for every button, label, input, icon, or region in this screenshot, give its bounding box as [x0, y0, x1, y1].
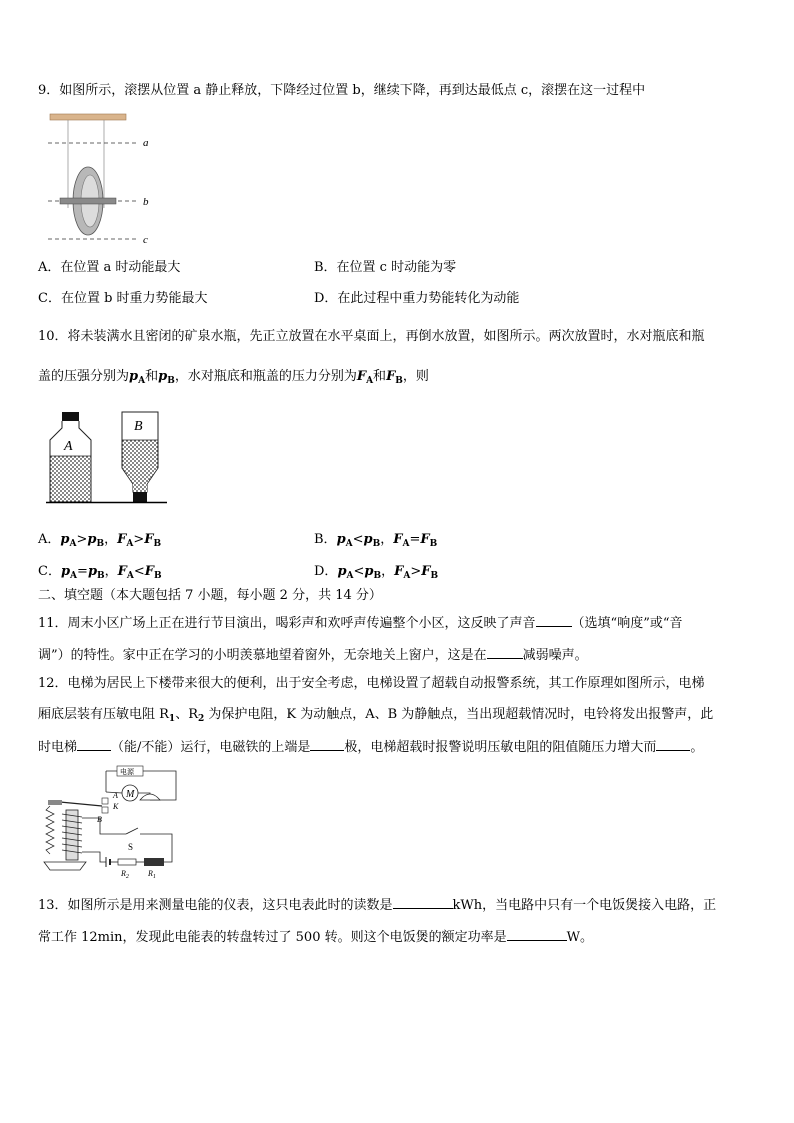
motor-label: M: [126, 789, 135, 800]
sub-b: B: [97, 571, 105, 581]
var-p: p: [364, 564, 374, 579]
r2-letter: R: [121, 869, 126, 878]
armature: [60, 802, 102, 806]
sep: ，: [381, 564, 395, 579]
switch-label: S: [128, 842, 134, 852]
relation: =: [77, 564, 88, 579]
var-f: F: [144, 532, 154, 547]
sep: ，: [104, 532, 118, 547]
bottle-b-water: [123, 440, 158, 492]
bottle-b-label: B: [134, 419, 143, 434]
var-f: F: [421, 564, 431, 579]
q10-text: 盖的压强分别为: [38, 369, 130, 384]
var-f: F: [420, 532, 430, 547]
q13-line2: [38, 928, 593, 946]
q13-text: W。: [566, 930, 593, 945]
sub-b: B: [96, 539, 105, 549]
bottle-a-water: [51, 456, 91, 502]
var-p: p: [87, 532, 97, 547]
sub-a: A: [366, 376, 374, 386]
contact-a-label: A: [113, 791, 118, 800]
q11-line1: [38, 614, 683, 632]
var-p: p: [60, 532, 70, 547]
sub-a: A: [126, 571, 134, 581]
q12-text: 厢底层装有压敏电阻 R: [38, 707, 169, 722]
sub-a: A: [126, 539, 134, 549]
relation: >: [76, 532, 88, 547]
spring: [46, 806, 54, 854]
sub-1: 1: [168, 714, 176, 724]
contact-a: [102, 798, 108, 804]
sub-b: B: [395, 376, 403, 386]
var-f: F: [144, 564, 155, 579]
q12-elevator-alarm-circuit: [40, 764, 180, 882]
q10-text: ，水对瓶底和瓶盖的压力分别为: [174, 369, 357, 384]
var-p: p: [337, 564, 347, 579]
q10-text: ，则: [402, 369, 429, 384]
sub-a: A: [70, 571, 78, 581]
q9-stem: 9．如图所示，滚摆从位置 a 静止释放，下降经过位置 b，继续下降，再到达最低点 c，滚摆在这一过程中: [38, 83, 646, 98]
q9-option-a: A．在位置 a 时动能最大: [38, 260, 181, 275]
var-p: p: [158, 369, 168, 384]
sub-b: B: [154, 571, 162, 581]
q11-text: 11．周末小区广场上正在进行节目演出，喝彩声和欢呼声传遍整个小区，这反映了声音: [38, 616, 536, 631]
var-p: p: [87, 564, 98, 579]
q10-stem-line2: [38, 369, 429, 389]
q10-and: 和: [373, 369, 387, 384]
q9-yoyo-pendulum-figure: [46, 112, 166, 250]
var-p: p: [336, 532, 346, 547]
option-letter: A．: [38, 532, 61, 547]
sub-a: A: [403, 571, 411, 581]
r1-letter: R: [148, 869, 153, 878]
q9-option-d: D．在此过程中重力势能转化为动能: [314, 291, 520, 306]
answer-blank[interactable]: [77, 738, 111, 751]
sub-a: A: [402, 539, 410, 549]
option-letter: D．: [314, 564, 338, 579]
q12-text: （能/不能）运行，电磁铁的上端是: [111, 740, 311, 755]
var-f: F: [117, 532, 127, 547]
section-heading: 二、填空题（本大题包括 7 小题，每小题 2 分，共 14 分）: [38, 588, 382, 603]
answer-blank[interactable]: [536, 614, 572, 627]
relation: >: [410, 564, 422, 579]
q13-text: 常工作 12min，发现此电能表的转盘转过了 500 转。则这个电饭煲的额定功率是: [38, 930, 507, 945]
power-label: 电源: [120, 768, 134, 776]
relation: <: [133, 564, 145, 579]
var-f: F: [117, 564, 127, 579]
armature-block: [48, 800, 62, 805]
sub-a: A: [69, 539, 77, 549]
axle: [60, 198, 116, 204]
var-f: F: [393, 532, 403, 547]
var-p: p: [129, 369, 139, 384]
sub-b: B: [430, 571, 439, 581]
battery-wire: [82, 852, 106, 862]
option-letter: B．: [314, 532, 337, 547]
answer-blank[interactable]: [310, 738, 344, 751]
q10-option-b: [314, 532, 437, 552]
q10-stem-line1: 10．将未装满水且密闭的矿泉水瓶，先正立放置在水平桌面上，再倒水放置，如图所示。两次放置时，水对瓶底和瓶: [38, 329, 705, 344]
q12-text: 为保护电阻，K 为动触点，A、B 为静触点，当出现超载情况时，电铃将发出报警声，此: [204, 707, 714, 722]
q10-option-c: [38, 564, 162, 584]
q9-option-b: B．在位置 c 时动能为零: [314, 260, 457, 275]
bottle-a-cap: [62, 412, 79, 421]
r2-label: [120, 869, 129, 880]
ceiling-bar: [50, 114, 126, 120]
r2-sub: 2: [125, 874, 129, 880]
var-f: F: [394, 564, 404, 579]
contact-b-label: B: [97, 815, 102, 824]
sub-b: B: [153, 539, 162, 549]
sub-2: 2: [197, 714, 205, 724]
sub-a: A: [138, 376, 146, 386]
q11-text: 减弱噪声。: [522, 648, 588, 663]
base: [44, 862, 86, 870]
q11-line2: [38, 646, 588, 664]
relation: <: [352, 532, 364, 547]
answer-blank[interactable]: [487, 646, 523, 659]
option-letter: C．: [38, 564, 61, 579]
bottle-a-label: A: [64, 439, 73, 454]
q9-option-c: C．在位置 b 时重力势能最大: [38, 291, 208, 306]
sep: ，: [104, 564, 118, 579]
q13-text: 13．如图所示是用来测量电能的仪表，这只电表此时的读数是: [38, 898, 393, 913]
sub-a: A: [345, 539, 353, 549]
control-wire-right: [140, 834, 172, 862]
sub-a: A: [346, 571, 354, 581]
switch-s: [126, 828, 138, 834]
control-wire: [82, 818, 126, 834]
r1-label: [147, 869, 156, 880]
sub-b: B: [372, 539, 381, 549]
r1-sub: 1: [152, 874, 156, 880]
label-a: a: [143, 137, 149, 149]
var-f: F: [386, 369, 396, 384]
contact-k-label: K: [113, 802, 119, 811]
relation: <: [353, 564, 365, 579]
q13-text: kWh，当电路中只有一个电饭煲接入电路，正: [452, 898, 717, 913]
relation: =: [409, 532, 421, 547]
resistor-r1: [144, 858, 164, 866]
bottle-b-cap: [133, 492, 147, 502]
q12-text: 、R: [175, 707, 198, 722]
answer-blank[interactable]: [656, 738, 690, 751]
q12-line1: 12．电梯为居民上下楼带来很大的便利，出于安全考虑，电梯设置了超载自动报警系统，其工作原理如图所示，电梯: [38, 676, 705, 691]
q10-bottles-figure: [44, 410, 169, 510]
label-c: c: [143, 234, 148, 246]
sub-b: B: [373, 571, 382, 581]
q13-line1: [38, 896, 716, 914]
var-p: p: [60, 564, 71, 579]
contact-k: [102, 807, 108, 813]
q10-and: 和: [145, 369, 159, 384]
sep: ，: [380, 532, 394, 547]
q10-option-d: [314, 564, 438, 584]
sub-b: B: [429, 539, 438, 549]
var-p: p: [363, 532, 373, 547]
sub-b: B: [167, 376, 175, 386]
label-b: b: [143, 196, 149, 208]
resistor-r2: [118, 859, 136, 865]
var-f: F: [356, 369, 367, 384]
bell-icon: [140, 794, 160, 800]
answer-blank[interactable]: [393, 896, 453, 909]
q12-text: 。: [690, 740, 704, 755]
answer-blank[interactable]: [507, 928, 567, 941]
q12-line2: [38, 707, 713, 727]
relation: >: [133, 532, 145, 547]
q12-text: 极，电梯超载时报警说明压敏电阻的阻值随压力增大而: [344, 740, 657, 755]
q12-text: 时电梯: [38, 740, 78, 755]
q11-text: 调”）的特性。家中正在学习的小明羡慕地望着窗外，无奈地关上窗户，这是在: [38, 648, 487, 663]
q12-line3: [38, 738, 703, 756]
q10-option-a: [38, 532, 161, 552]
q11-text: （选填“响度”或“音: [571, 616, 683, 631]
